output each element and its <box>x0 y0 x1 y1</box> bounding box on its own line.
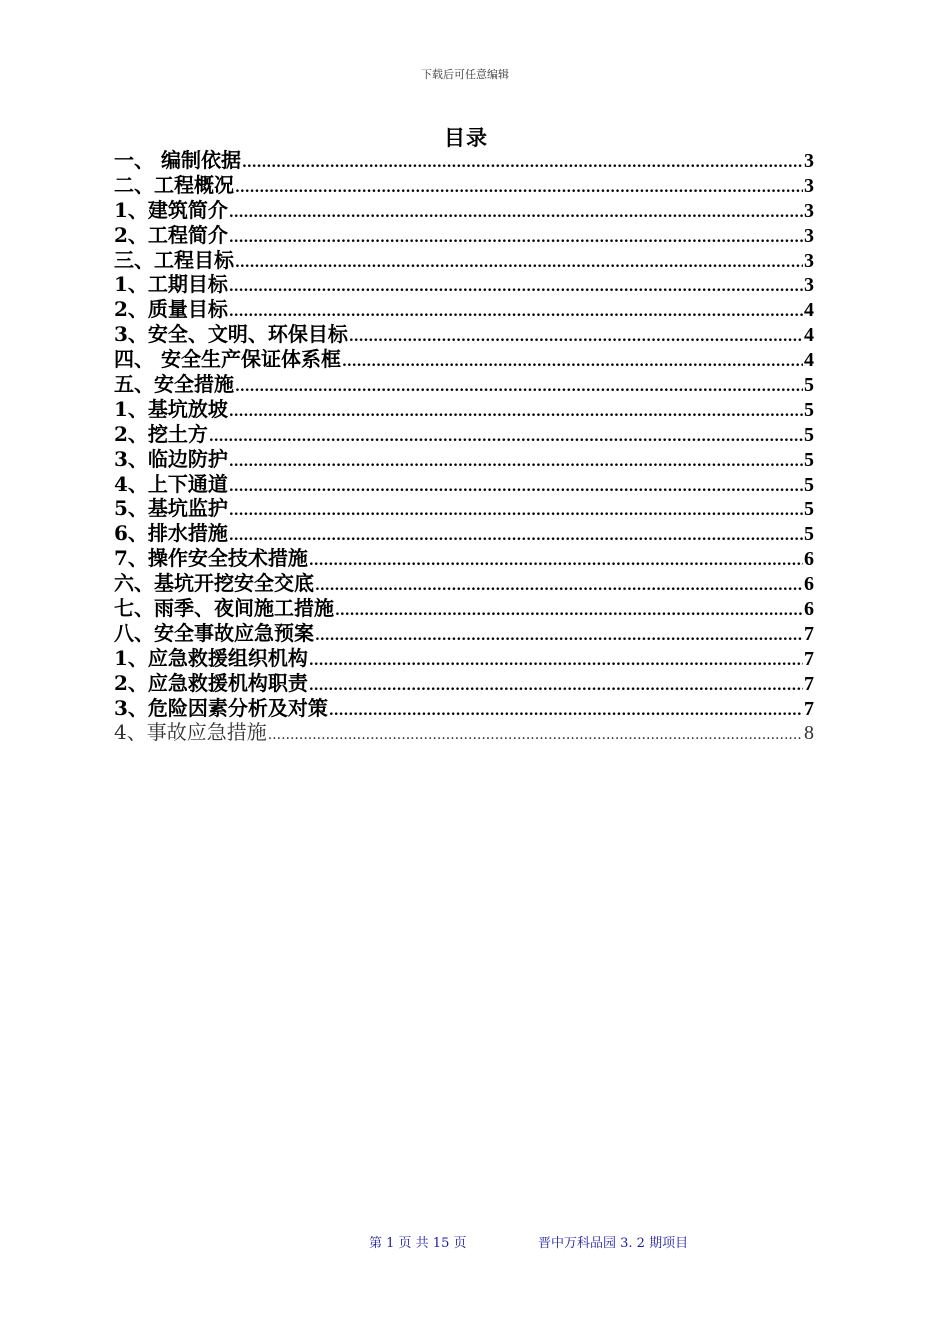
toc-entry[interactable] <box>114 297 814 322</box>
toc-entry-label: 四、 安全生产保证体系框 <box>114 347 341 372</box>
toc-entry-page-number: 3 <box>804 174 814 197</box>
toc-entry-page-number: 3 <box>804 150 814 172</box>
toc-entry-page-number: 5 <box>804 398 814 421</box>
page-header-note: 下载后可任意编辑 <box>421 68 509 81</box>
toc-entry[interactable] <box>114 447 814 472</box>
toc-entry-page-number: 5 <box>804 448 814 471</box>
toc-entry-page-number: 4 <box>804 349 814 372</box>
toc-entry-page-number: 5 <box>804 423 814 446</box>
toc-dot-leader <box>229 499 803 521</box>
toc-entry-label: 1、基坑放坡 <box>114 396 228 421</box>
toc-entry[interactable] <box>114 272 814 297</box>
toc-dot-leader <box>309 649 803 671</box>
toc-dot-leader <box>229 201 803 223</box>
toc-entry[interactable] <box>114 671 814 696</box>
toc-dot-leader <box>229 400 803 422</box>
toc-dot-leader <box>235 375 803 397</box>
toc-entry-label: 二、工程概况 <box>114 172 234 197</box>
footer-page-count: 第 1 页 共 15 页 <box>369 1236 467 1251</box>
toc-entry-page-number: 7 <box>804 622 814 645</box>
toc-dot-leader <box>242 151 803 173</box>
toc-entry-label: 2、工程简介 <box>114 222 228 247</box>
toc-entry-page-number: 6 <box>804 598 814 621</box>
table-of-contents <box>114 148 814 745</box>
toc-entry-label: 2、质量目标 <box>114 297 228 322</box>
toc-entry-label: 三、工程目标 <box>114 247 234 272</box>
toc-dot-leader <box>309 549 803 571</box>
toc-entry-page-number: 5 <box>804 374 814 397</box>
toc-dot-leader <box>349 325 803 347</box>
toc-dot-leader <box>229 275 803 297</box>
toc-dot-leader <box>268 723 803 745</box>
toc-entry-label: 六、基坑开挖安全交底 <box>114 571 314 596</box>
toc-entry[interactable] <box>114 248 814 273</box>
toc-entry-label: 1、应急救援组织机构 <box>114 645 308 670</box>
toc-dot-leader <box>229 300 803 322</box>
toc-entry[interactable] <box>114 646 814 671</box>
toc-dot-leader <box>335 599 803 621</box>
toc-entry-label: 1、工期目标 <box>114 272 228 297</box>
toc-dot-leader <box>235 251 803 273</box>
toc-entry[interactable] <box>114 472 814 497</box>
toc-entry[interactable] <box>114 422 814 447</box>
toc-dot-leader <box>235 176 803 198</box>
toc-entry[interactable] <box>114 173 814 198</box>
toc-entry[interactable] <box>114 148 814 173</box>
toc-entry-page-number: 3 <box>804 199 814 222</box>
toc-entry-page-number: 4 <box>804 324 814 347</box>
toc-dot-leader <box>229 226 803 248</box>
toc-entry-label: 1、建筑简介 <box>114 197 228 222</box>
toc-entry-page-number: 5 <box>804 473 814 496</box>
toc-entry-label: 7、操作安全技术措施 <box>114 546 308 571</box>
toc-dot-leader <box>315 574 803 596</box>
toc-entry-label: 3、安全、文明、环保目标 <box>114 322 348 347</box>
toc-entry-page-number: 5 <box>804 498 814 521</box>
toc-entry-label: 一、 编制依据 <box>114 148 241 172</box>
toc-entry[interactable] <box>114 322 814 347</box>
toc-entry[interactable] <box>114 521 814 546</box>
toc-entry-page-number: 6 <box>804 573 814 596</box>
toc-entry-page-number: 5 <box>804 523 814 546</box>
toc-entry-page-number: 6 <box>804 548 814 571</box>
toc-entry-label: 4、上下通道 <box>114 471 228 496</box>
toc-entry-page-number: 3 <box>804 274 814 297</box>
toc-entry[interactable] <box>114 347 814 372</box>
toc-entry[interactable] <box>114 372 814 397</box>
toc-entry-label: 5、基坑监护 <box>114 496 228 521</box>
toc-dot-leader <box>309 674 803 696</box>
toc-entry[interactable] <box>114 596 814 621</box>
toc-entry-page-number: 7 <box>804 672 814 695</box>
toc-entry-label: 八、安全事故应急预案 <box>114 620 314 645</box>
toc-entry-page-number: 7 <box>804 697 814 720</box>
toc-entry-page-number: 3 <box>804 224 814 247</box>
toc-entry[interactable] <box>114 720 814 745</box>
toc-entry-page-number: 3 <box>804 249 814 272</box>
toc-entry-label: 2、挖土方 <box>114 421 208 446</box>
toc-entry-label: 3、危险因素分析及对策 <box>114 695 328 720</box>
toc-title: 目录 <box>444 125 488 150</box>
toc-entry-label: 2、应急救援机构职责 <box>114 670 308 695</box>
toc-entry[interactable] <box>114 198 814 223</box>
toc-entry-label: 6、排水措施 <box>114 521 228 546</box>
toc-entry[interactable] <box>114 696 814 721</box>
toc-entry-label: 3、临边防护 <box>114 446 228 471</box>
toc-entry-label: 4、事故应急措施 <box>114 720 267 745</box>
toc-entry[interactable] <box>114 571 814 596</box>
toc-dot-leader <box>229 524 803 546</box>
toc-entry[interactable] <box>114 397 814 422</box>
toc-entry[interactable] <box>114 621 814 646</box>
toc-entry-label: 七、雨季、夜间施工措施 <box>114 596 334 621</box>
toc-entry-page-number: 7 <box>804 647 814 670</box>
toc-entry-label: 五、安全措施 <box>114 372 234 397</box>
toc-dot-leader <box>315 624 803 646</box>
toc-entry[interactable] <box>114 223 814 248</box>
toc-entry[interactable] <box>114 496 814 521</box>
toc-entry-page-number: 4 <box>804 299 814 322</box>
toc-dot-leader <box>229 450 803 472</box>
toc-dot-leader <box>209 425 803 447</box>
toc-entry[interactable] <box>114 546 814 571</box>
toc-dot-leader <box>229 475 803 497</box>
toc-dot-leader <box>342 350 803 372</box>
toc-dot-leader <box>329 699 803 721</box>
toc-entry-page-number: 8 <box>804 722 814 745</box>
footer-project-name: 晋中万科品园 3. 2 期项目 <box>538 1236 689 1251</box>
